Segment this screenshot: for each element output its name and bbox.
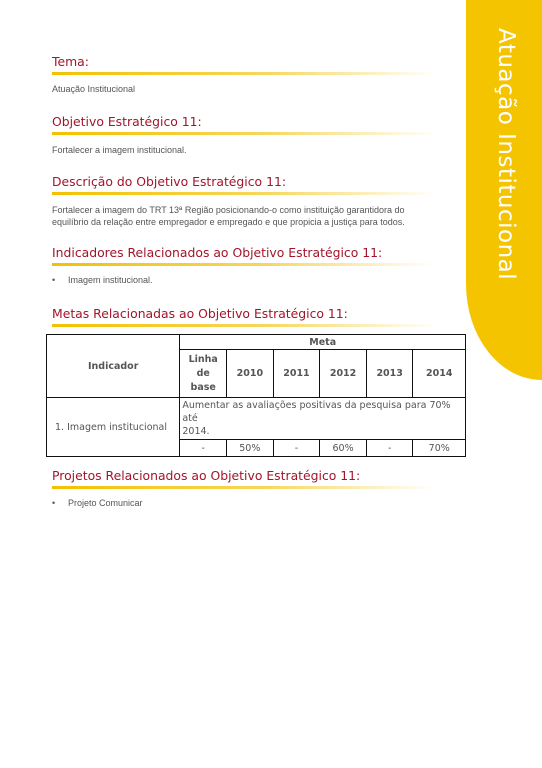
section-indicadores (52, 245, 436, 285)
section-underline (52, 263, 436, 266)
section-metas (52, 306, 436, 327)
bullet: • (52, 498, 56, 508)
row-label: 1. Imagem institucional (47, 398, 180, 457)
section-title: Descrição do Objetivo Estratégico 11: (52, 174, 287, 189)
section-underline (52, 132, 436, 135)
meta-description-line: Aumentar as avaliações positivas da pesquisa para 70% até (182, 400, 451, 424)
section-body-line-2: equilíbrio da relação entre empregador e empregado e que propicia a justiça para todos. (52, 217, 405, 227)
section-projetos (52, 468, 436, 508)
section-underline (52, 72, 436, 75)
section-body: Atuação Institucional (52, 84, 136, 94)
value-cell: 50% (227, 440, 274, 457)
list-item (52, 498, 436, 508)
section-title: Objetivo Estratégico 11: (52, 114, 202, 129)
value-cell: - (180, 440, 227, 457)
header-year: 2012 (320, 350, 367, 398)
value-cell: 60% (320, 440, 367, 457)
metas-table (46, 334, 466, 457)
meta-description (180, 398, 466, 440)
meta-description-line: 2014. (182, 426, 210, 437)
table-row (47, 335, 466, 350)
header-year: 2014 (413, 350, 466, 398)
section-title: Projetos Relacionados ao Objetivo Estratégico 11: (52, 468, 361, 483)
section-underline (52, 192, 436, 195)
list-item-text: Projeto Comunicar (68, 498, 143, 508)
header-linha-text: de (196, 367, 210, 379)
value-cell: 70% (413, 440, 466, 457)
section-title: Indicadores Relacionados ao Objetivo Estratégico 11: (52, 245, 383, 260)
section-objetivo (52, 114, 436, 156)
value-cell: - (366, 440, 413, 457)
side-tab-label: Atuação Institucional (493, 28, 519, 281)
value-cell: - (273, 440, 320, 457)
section-descricao (52, 174, 436, 228)
list-item (52, 275, 436, 285)
section-underline (52, 324, 436, 327)
header-year: 2013 (366, 350, 413, 398)
section-tema (52, 54, 436, 95)
section-body: Fortalecer a imagem institucional. (52, 145, 187, 155)
table-row (47, 398, 466, 440)
header-year: 2010 (227, 350, 274, 398)
section-title: Tema: (52, 54, 89, 69)
header-year: 2011 (273, 350, 320, 398)
header-linha-text: base (190, 381, 216, 393)
header-linha-text: Linha (188, 353, 218, 365)
bullet: • (52, 275, 56, 285)
section-underline (52, 486, 436, 489)
header-meta: Meta (180, 335, 466, 350)
list-item-text: Imagem institucional. (68, 275, 153, 285)
section-title: Metas Relacionadas ao Objetivo Estratégico 11: (52, 306, 348, 321)
header-indicador: Indicador (47, 335, 180, 398)
section-body-line-1: Fortalecer a imagem do TRT 13ª Região posicionando-o como instituição garantidora do (52, 205, 405, 215)
header-linha-base (180, 350, 227, 398)
